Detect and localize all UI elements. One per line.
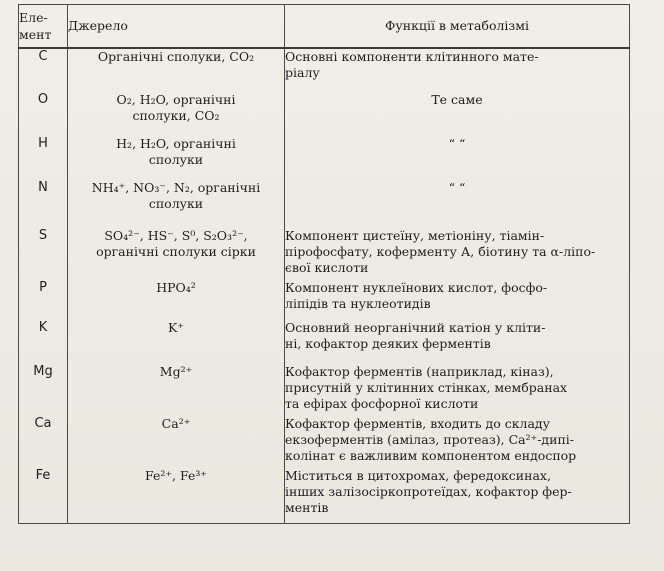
function-line: Компонент нуклеїнових кислот, фосфо- [285, 280, 548, 295]
source-line: органічні сполуки сірки [96, 244, 256, 259]
element-cell: O [19, 92, 68, 136]
table-row [19, 136, 630, 180]
function-line: присутній у клітинних стінках, мембранах [285, 380, 568, 395]
function-line: екзоферментів (амілаз, протеаз), Ca²⁺-дипі- [285, 432, 575, 447]
source-cell [68, 92, 285, 136]
table-row [19, 48, 630, 92]
function-line: Компонент цистеїну, метіоніну, тіамін- [285, 228, 545, 243]
function-line: “ “ [448, 136, 466, 151]
source-line: SO₄²⁻, HS⁻, S⁰, S₂O₃²⁻, [104, 228, 248, 243]
table-row [19, 320, 630, 364]
source-line: сполуки, CO₂ [132, 108, 220, 123]
function-line: колінат є важливим компонентом ендоспор [285, 448, 577, 463]
function-line: ріалу [285, 65, 320, 80]
function-line: пірофосфату, коферменту А, біотину та α-ліпо- [285, 244, 596, 259]
elements-table [18, 4, 630, 524]
function-line: Основний неорганічний катіон у кліти- [285, 320, 546, 335]
source-cell [68, 416, 285, 468]
table-row [19, 468, 630, 523]
function-cell [285, 92, 630, 136]
header-element [19, 5, 68, 49]
function-line: ліпідів та нуклеотидів [285, 296, 431, 311]
table-row [19, 180, 630, 228]
function-line: “ “ [448, 180, 466, 195]
source-cell [68, 136, 285, 180]
table-row [19, 228, 630, 280]
element-cell: C [19, 48, 68, 92]
header-function: Функції в метаболізмі [285, 5, 630, 49]
function-cell [285, 228, 630, 280]
header-row [19, 5, 630, 49]
source-line: сполуки [148, 196, 204, 211]
element-cell: P [19, 280, 68, 320]
source-cell [68, 180, 285, 228]
element-cell: Mg [19, 364, 68, 416]
source-cell [68, 364, 285, 416]
source-cell [68, 280, 285, 320]
function-line: євої кислоти [285, 260, 369, 275]
function-line: ментів [285, 500, 329, 515]
element-cell: Ca [19, 416, 68, 468]
function-cell [285, 180, 630, 228]
function-cell [285, 364, 630, 416]
element-cell: Fe [19, 468, 68, 523]
function-cell [285, 468, 630, 523]
source-line: H₂, H₂O, органічні [116, 136, 236, 151]
header-element-line1: Еле- [19, 10, 48, 25]
function-line: та ефірах фосфорної кислоти [285, 396, 479, 411]
source-line: O₂, H₂O, органічні [116, 92, 236, 107]
function-line: Кофактор ферментів (наприклад, кіназ), [285, 364, 554, 379]
source-cell [68, 468, 285, 523]
source-cell [68, 320, 285, 364]
source-line: Органічні сполуки, CO₂ [97, 49, 255, 64]
header-element-line2: мент [19, 27, 52, 42]
function-line: інших залізосіркопротеїдах, кофактор фер- [285, 484, 572, 499]
source-cell [68, 48, 285, 92]
function-line: Міститься в цитохромах, фередоксинах, [285, 468, 551, 483]
element-cell: S [19, 228, 68, 280]
table-row [19, 92, 630, 136]
source-line: Mg²⁺ [159, 364, 193, 379]
function-cell [285, 48, 630, 92]
function-line: ні, кофактор деяких ферментів [285, 336, 491, 351]
function-cell [285, 416, 630, 468]
source-line: сполуки [148, 152, 204, 167]
table-row [19, 416, 630, 468]
source-line: HPO₄² [156, 280, 196, 295]
element-cell: H [19, 136, 68, 180]
source-line: K⁺ [168, 320, 184, 335]
source-line: NH₄⁺, NO₃⁻, N₂, органічні [91, 180, 261, 195]
source-cell [68, 228, 285, 280]
function-line: Те саме [431, 92, 483, 107]
source-line: Ca²⁺ [161, 416, 191, 431]
function-line: Кофактор ферментів, входить до складу [285, 416, 550, 431]
function-cell [285, 280, 630, 320]
function-line: Основні компоненти клітинного мате- [285, 49, 539, 64]
element-cell: N [19, 180, 68, 228]
source-line: Fe²⁺, Fe³⁺ [145, 468, 207, 483]
function-cell [285, 136, 630, 180]
header-source: Джерело [68, 5, 285, 49]
element-cell: K [19, 320, 68, 364]
table-row [19, 364, 630, 416]
table-row [19, 280, 630, 320]
function-cell [285, 320, 630, 364]
